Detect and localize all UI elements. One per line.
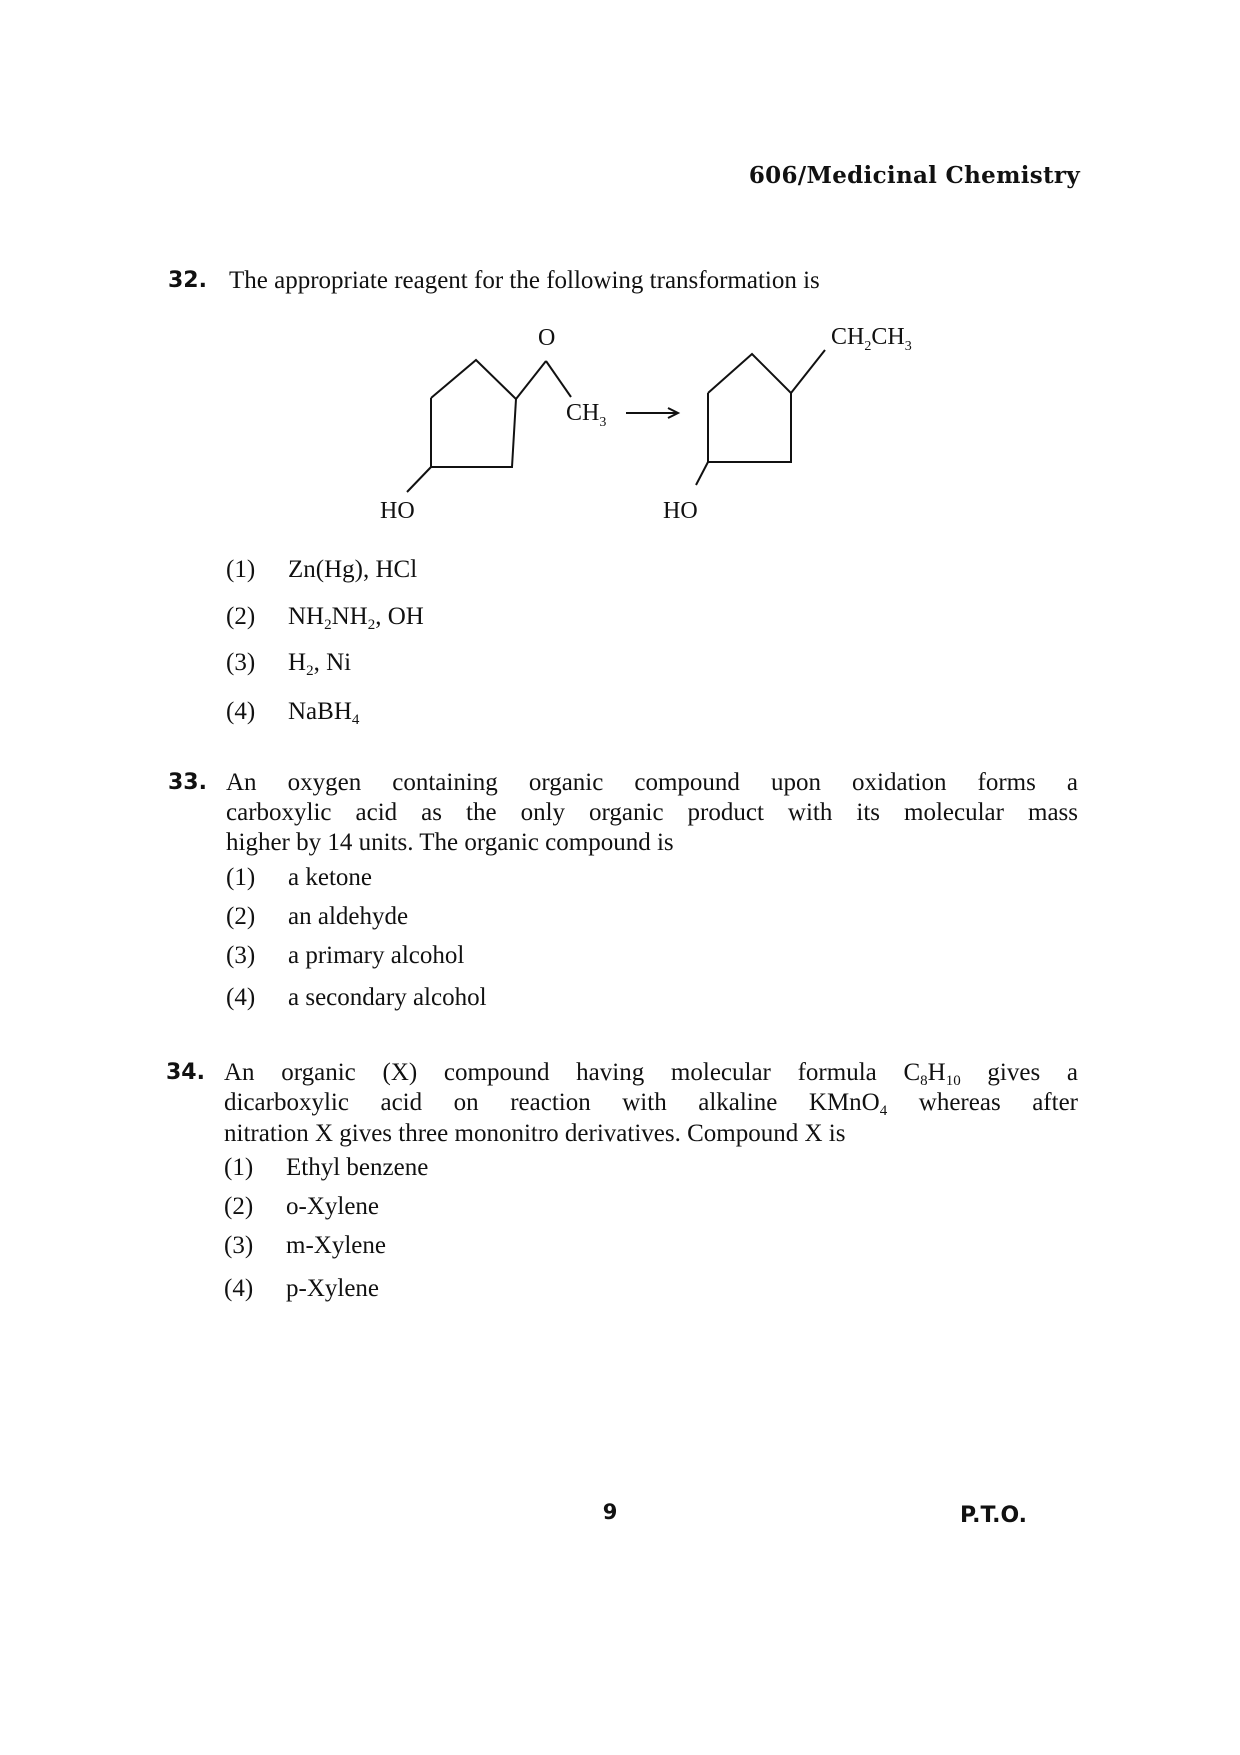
option-text: m-Xylene	[286, 1232, 386, 1259]
page-number: 9	[602, 1500, 618, 1524]
question-34-line-1: An organic (X) compound having molecular formula $C_8H_{10}$ gives a	[224, 1059, 1079, 1089]
question-33-line-1: An oxygen containing organic compound upon oxidation forms a	[226, 769, 1078, 796]
option-text: $H_2$, Ni	[288, 649, 352, 679]
reactant-ring	[431, 360, 516, 467]
product-hydroxy-label: HO	[663, 498, 698, 524]
option-text: $NH_2NH_2$, OH	[288, 603, 424, 633]
product-ring	[708, 354, 791, 462]
reaction-scheme	[380, 320, 940, 540]
question-34-option-4	[224, 1274, 379, 1304]
product-ethyl-bond	[791, 350, 825, 393]
question-33-line-2: carboxylic acid as the only organic product with its molecular mass	[226, 799, 1078, 826]
option-text: Ethyl benzene	[286, 1154, 429, 1181]
option-number: (4)	[226, 984, 256, 1011]
question-33-option-4	[226, 983, 487, 1013]
reactant-methyl-bond	[546, 361, 571, 397]
option-number: (3)	[224, 1232, 254, 1259]
question-32-option-2	[226, 602, 424, 632]
question-32-text: The appropriate reagent for the following transformation is	[229, 267, 820, 294]
question-33-option-3	[226, 941, 464, 971]
question-34-option-2	[224, 1192, 379, 1222]
option-text: an aldehyde	[288, 903, 409, 930]
reactant-hydroxy-label: HO	[380, 498, 415, 524]
question-33-option-2	[226, 902, 408, 932]
option-text: a secondary alcohol	[288, 984, 487, 1011]
option-number: (1)	[226, 556, 256, 583]
option-number: (4)	[224, 1275, 254, 1302]
option-text: a ketone	[288, 864, 372, 891]
question-32-option-3	[226, 648, 351, 678]
please-turn-over: P.T.O.	[960, 1503, 1028, 1528]
reactant-oxygen-label: O	[538, 325, 556, 351]
reactant-carbonyl-bond	[516, 361, 546, 399]
page-header-title: 606/Medicinal Chemistry	[748, 162, 1080, 189]
question-34-option-1	[224, 1153, 428, 1183]
question-32-option-4	[226, 697, 359, 727]
option-number: (1)	[226, 864, 256, 891]
question-32-option-1	[226, 555, 417, 585]
question-34-number: 34.	[166, 1060, 205, 1085]
reactant-methyl-label: $CH_3$	[566, 400, 607, 430]
question-33-option-1	[226, 863, 372, 893]
option-number: (1)	[224, 1154, 254, 1181]
option-number: (2)	[224, 1193, 254, 1220]
option-number: (2)	[226, 603, 256, 630]
option-number: (3)	[226, 649, 256, 676]
option-text: o-Xylene	[286, 1193, 380, 1220]
question-34-line-2: dicarboxylic acid on reaction with alkaline KMnO$_4$ whereas after	[224, 1089, 1078, 1119]
product-ethyl-label: $CH_2CH_3$	[831, 324, 912, 354]
option-text: Zn(Hg), HCl	[288, 556, 418, 583]
option-text: a primary alcohol	[288, 942, 465, 969]
option-number: (3)	[226, 942, 256, 969]
option-number: (2)	[226, 903, 256, 930]
question-33-line-3: higher by 14 units. The organic compound is	[226, 829, 674, 856]
question-34-line-3: nitration X gives three mononitro derivatives. Compound X is	[224, 1120, 846, 1147]
reactant-oh-bond	[407, 467, 431, 492]
option-text: p-Xylene	[286, 1275, 380, 1302]
product-oh-bond	[696, 462, 708, 485]
question-32-number: 32.	[168, 268, 207, 293]
question-33-number: 33.	[168, 770, 207, 795]
option-number: (4)	[226, 698, 256, 725]
question-34-option-3	[224, 1231, 386, 1261]
option-text: NaBH$_4$	[288, 698, 360, 728]
